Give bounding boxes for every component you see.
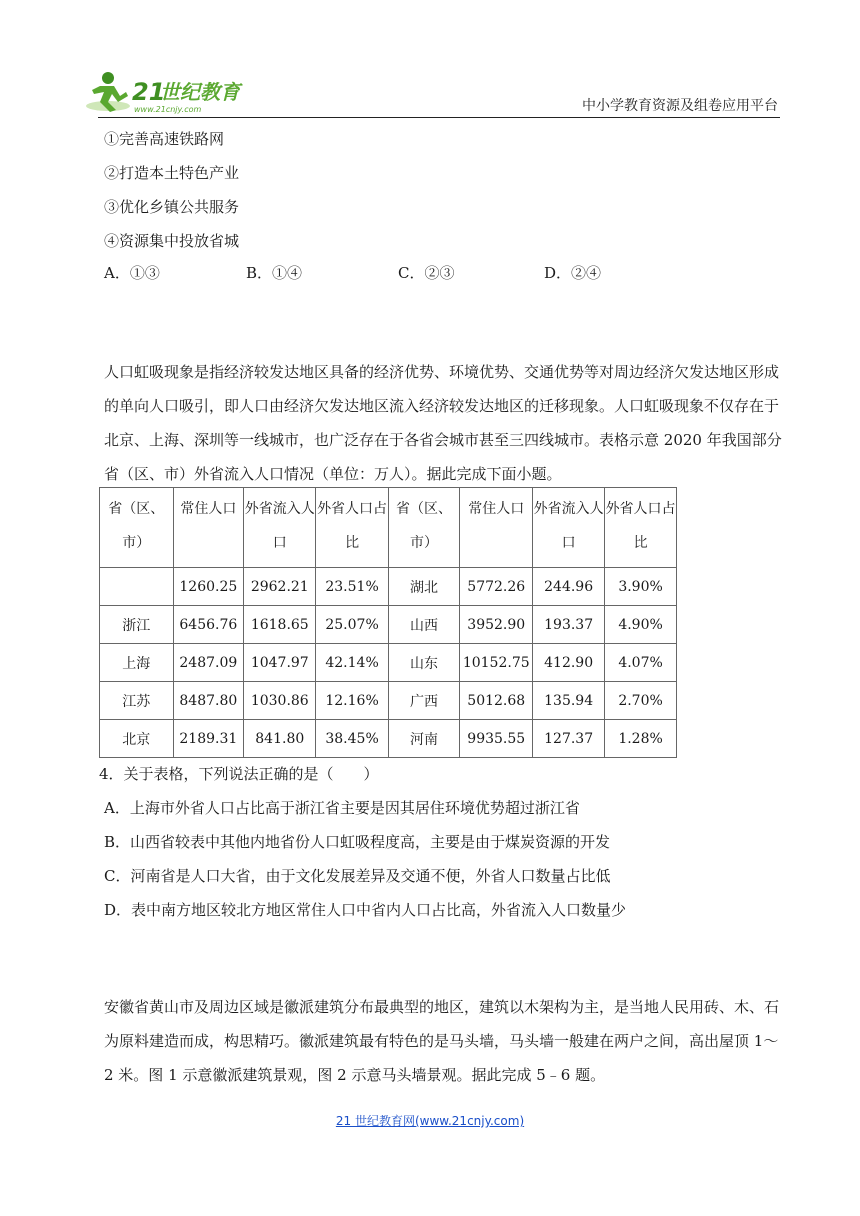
table-cell: 4.90% <box>605 606 677 644</box>
question-4-option-c: C．河南省是人口大省，由于文化发展差异及交通不便，外省人口数量占比低 <box>104 867 611 885</box>
table-cell: 浙江 <box>100 606 174 644</box>
table-cell: 3.90% <box>605 568 677 606</box>
passage-population-siphon: 人口虹吸现象是指经济较发达地区具备的经济优势、环境优势、交通优势等对周边经济欠发达地区形成的单向人口吸引，即人口由经济欠发达地区流入经济较发达地区的迁移现象。人口虹吸现象不仅存在于北京、上海、深圳等一线城市，也广泛存在于各省会城市甚至三四线城市。表格示意 2020 年我国部分省（区、市）外省流入人口情况（单位：万人）。据此完成下面小题。 <box>104 363 782 483</box>
header-divider <box>98 117 780 118</box>
table-cell: 上海 <box>100 644 174 682</box>
table-cell <box>100 568 174 606</box>
option-line: ②打造本土特色产业 <box>104 164 240 182</box>
choice-c: C．②③ <box>398 264 455 282</box>
table-row <box>100 568 677 606</box>
question-4-stem: 4．关于表格，下列说法正确的是（ ） <box>99 765 379 783</box>
table-header-cell: 外省流入人口 <box>244 488 316 568</box>
table-cell: 25.07% <box>316 606 388 644</box>
table-row <box>100 644 677 682</box>
table-row <box>100 606 677 644</box>
passage-huizhou-architecture: 安徽省黄山市及周边区域是徽派建筑分布最典型的地区，建筑以木架构为主，是当地人民用砖、木、石为原料建造而成，构思精巧。徽派建筑最有特色的是马头墙，马头墙一般建在两户之间，高出屋顶 1～2 米。图 1 示意徽派建筑景观，图 2 示意马头墙景观。据此完成 5﹣6 题。 <box>104 998 780 1084</box>
table-cell: 江苏 <box>100 682 174 720</box>
table-cell: 1260.25 <box>173 568 243 606</box>
table-cell: 2189.31 <box>173 720 243 758</box>
table-cell: 1618.65 <box>244 606 316 644</box>
table-cell: 河南 <box>388 720 460 758</box>
table-cell: 1047.97 <box>244 644 316 682</box>
table-cell: 244.96 <box>533 568 605 606</box>
table-header-cell: 外省人口占比 <box>605 488 677 568</box>
table-cell: 841.80 <box>244 720 316 758</box>
table-cell: 山西 <box>388 606 460 644</box>
table-cell: 12.16% <box>316 682 388 720</box>
table-header-cell: 省（区、市） <box>100 488 174 568</box>
table-row <box>100 682 677 720</box>
table-cell: 山东 <box>388 644 460 682</box>
table-cell: 135.94 <box>533 682 605 720</box>
table-header-cell: 省（区、市） <box>388 488 460 568</box>
table-cell: 3952.90 <box>460 606 533 644</box>
svg-text:21: 21 <box>132 78 166 106</box>
choice-d: D．②④ <box>544 264 602 282</box>
table-cell: 4.07% <box>605 644 677 682</box>
table-cell: 广西 <box>388 682 460 720</box>
table-cell: 2962.21 <box>244 568 316 606</box>
site-logo <box>80 70 250 116</box>
table-header-cell: 外省流入人口 <box>533 488 605 568</box>
table-cell: 5772.26 <box>460 568 533 606</box>
table-header-row <box>100 488 677 568</box>
table-cell: 10152.75 <box>460 644 533 682</box>
option-line: ④资源集中投放省城 <box>104 232 240 250</box>
table-header-cell: 外省人口占比 <box>316 488 388 568</box>
table-cell: 8487.80 <box>173 682 243 720</box>
platform-title: 中小学教育资源及组卷应用平台 <box>582 98 778 114</box>
table-cell: 1.28% <box>605 720 677 758</box>
table-cell: 23.51% <box>316 568 388 606</box>
population-table <box>99 487 677 758</box>
table-cell: 湖北 <box>388 568 460 606</box>
question-4-option-d: D．表中南方地区较北方地区常住人口中省内人口占比高，外省流入人口数量少 <box>104 901 627 919</box>
svg-text:www.21cnjy.com: www.21cnjy.com <box>134 105 202 114</box>
table-header-cell: 常住人口 <box>460 488 533 568</box>
table-cell: 193.37 <box>533 606 605 644</box>
table-cell: 6456.76 <box>173 606 243 644</box>
choice-b: B．①④ <box>246 264 303 282</box>
table-cell: 2487.09 <box>173 644 243 682</box>
question-4-option-b: B．山西省较表中其他内地省份人口虹吸程度高，主要是由于煤炭资源的开发 <box>104 833 611 851</box>
table-cell: 412.90 <box>533 644 605 682</box>
runner-logo-icon <box>80 70 250 116</box>
question-4-option-a: A．上海市外省人口占比高于浙江省主要是因其居住环境优势超过浙江省 <box>104 799 580 817</box>
table-cell: 1030.86 <box>244 682 316 720</box>
choice-a: A．①③ <box>104 264 160 282</box>
table-cell: 2.70% <box>605 682 677 720</box>
option-line: ③优化乡镇公共服务 <box>104 198 240 216</box>
svg-text:世纪教育: 世纪教育 <box>160 80 240 104</box>
table-cell: 5012.68 <box>460 682 533 720</box>
table-cell: 42.14% <box>316 644 388 682</box>
footer-site-link[interactable]: 21 世纪教育网(www.21cnjy.com) <box>335 1114 525 1128</box>
table-cell: 9935.55 <box>460 720 533 758</box>
table-cell: 38.45% <box>316 720 388 758</box>
table-row <box>100 720 677 758</box>
table-cell: 127.37 <box>533 720 605 758</box>
table-cell: 北京 <box>100 720 174 758</box>
option-line: ①完善高速铁路网 <box>104 130 225 148</box>
table-header-cell: 常住人口 <box>173 488 243 568</box>
